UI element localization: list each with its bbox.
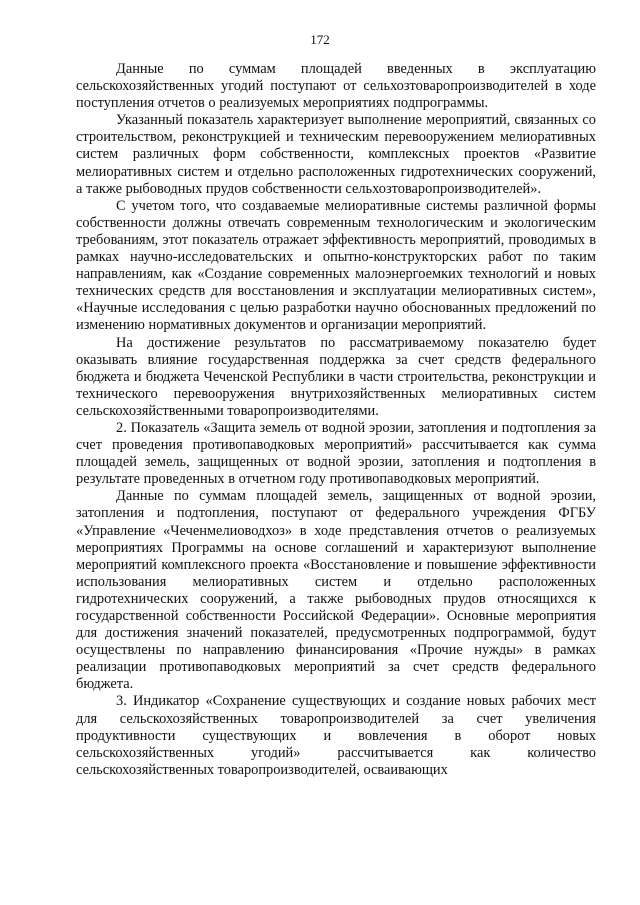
paragraph-2: Указанный показатель характеризует выполнение мероприятий, связанных со строительством, реконструкцией и техническим перевооружением мелиоративных систем различных форм собственности, комплексных проектов «Развитие мелиоративных систем и отдельно расположенных гидротехнических сооружений, а также рыбоводных прудов собственности сельхозтоваропроизводителей». xyxy=(76,112,596,197)
paragraph-7: 3. Индикатор «Сохранение существующих и создание новых рабочих мест для сельскохозяйственных товаропроизводителей за счет увеличения продуктивности существующих и вовлечения в оборот новых сельскохозяйственных угодий» рассчитывается как количество сельскохозяйственных товаропроизводителей, осваивающих xyxy=(76,693,596,778)
paragraph-4: На достижение результатов по рассматриваемому показателю будет оказывать влияние государственная поддержка за счет средств федерального бюджета и бюджета Чеченской Республики в части строительства, реконструкции и технического перевооружения внутрихозяйственных мелиоративных систем сельскохозяйственными товаропроизводителями. xyxy=(76,334,596,419)
page-number: 172 xyxy=(310,32,330,47)
paragraph-3: С учетом того, что создаваемые мелиоративные системы различной формы собственности должны отвечать современным технологическим и экологическим требованиям, этот показатель отражает эффективность мероприятий, проводимых в рамках научно-исследовательских и опытно-конструкторских работ по таким направлениям, как «Создание современных малоэнергоемких технологий и новых технических средств для восстановления и эксплуатации мелиоративных систем», «Научные исследования с целью разработки научно обоснованных предложений по изменению нормативных документов и организации мероприятий. xyxy=(76,197,596,334)
paragraph-6: Данные по суммам площадей земель, защищенных от водной эрозии, затопления и подтопления, поступают от федерального учреждения ФГБУ «Управление «Чеченмелиоводхоз» в ходе представления отчетов о реализуемых мероприятиях Программы на основе соглашений и характеризуют выполнение мероприятий комплексного проекта «Восстановление и повышение эффективности использования мелиоративных систем и отдельно расположенных гидротехнических сооружений, а также рыбоводных прудов относящихся к государственной собственности Российской Федерации». Основные мероприятия для достижения значений показателей, предусмотренных подпрограммой, будут осуществлены по направлению финансирования «Прочие нужды» в рамках реализации противопаводковых мероприятий за счет средств федерального бюджета. xyxy=(76,488,596,693)
document-body xyxy=(76,61,596,779)
paragraph-5: 2. Показатель «Защита земель от водной эрозии, затопления и подтопления за счет проведения противопаводковых мероприятий» рассчитывается как сумма площадей земель, защищенных от водной эрозии, затопления и подтопления в результате проведенных в отчетном году противопаводковых мероприятий. xyxy=(76,419,596,488)
paragraph-1: Данные по суммам площадей введенных в эксплуатацию сельскохозяйственных угодий поступают от сельхозтоваропроизводителей в ходе поступления отчетов о реализуемых мероприятиях подпрограммы. xyxy=(76,61,596,112)
